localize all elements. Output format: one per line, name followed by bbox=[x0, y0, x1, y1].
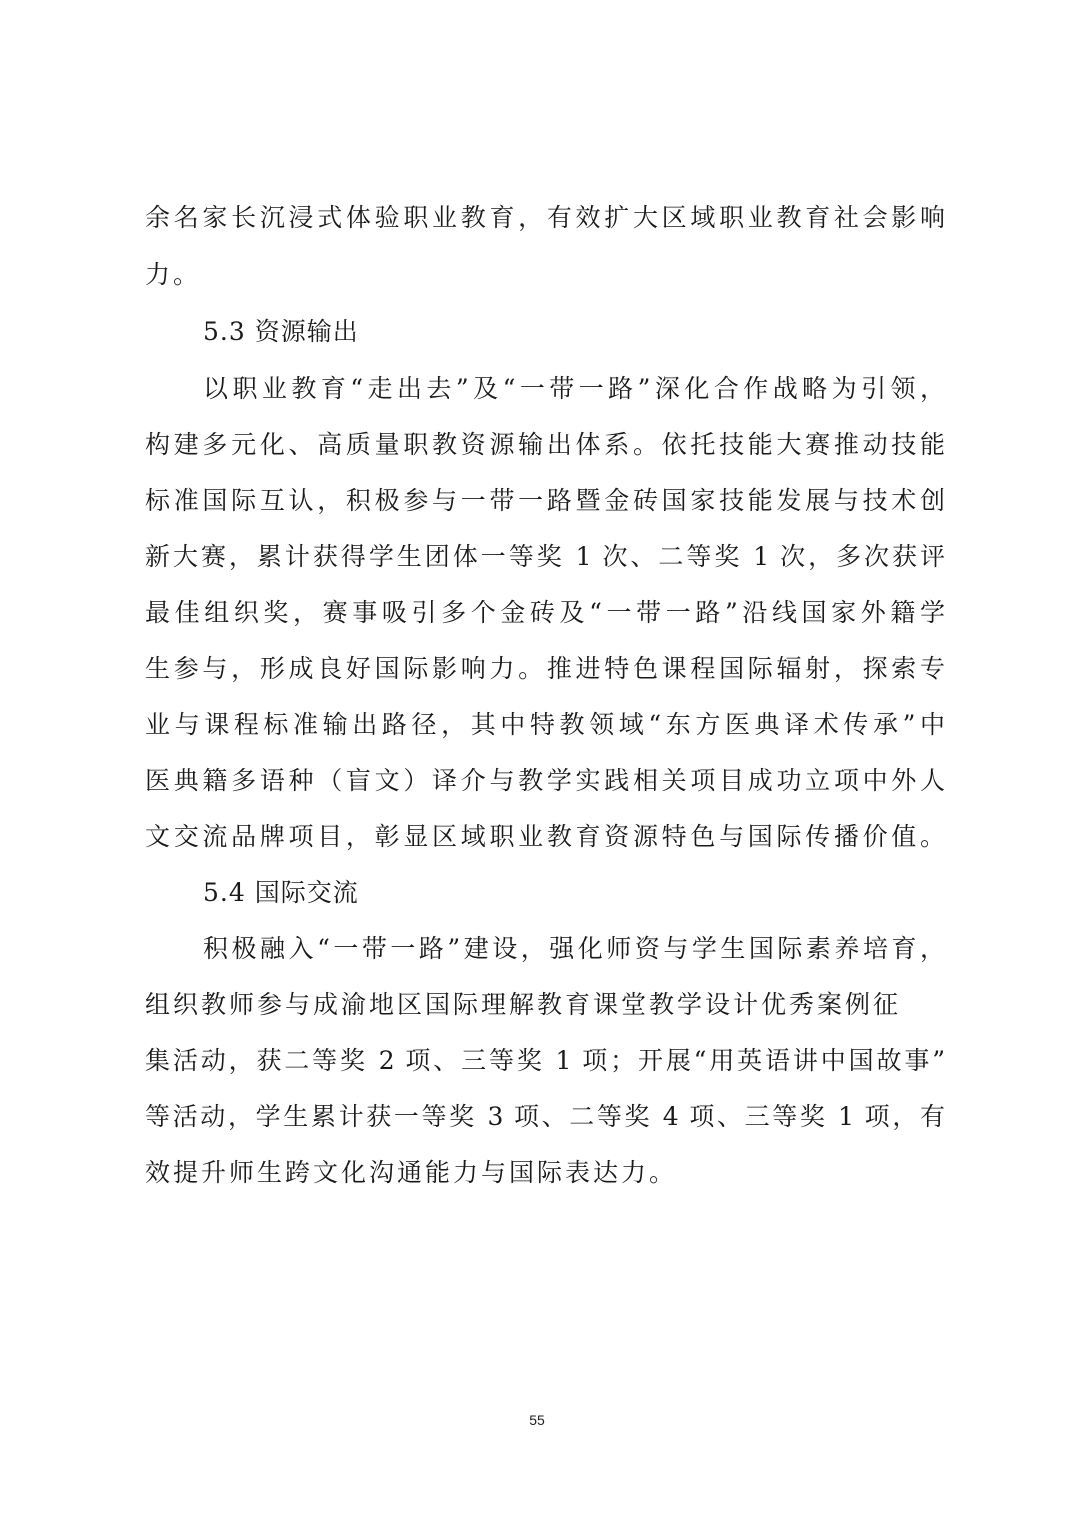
paragraph-line: 文交流品牌项目，彰显区域职业教育资源特色与国际传播价值。 bbox=[145, 822, 945, 851]
paragraph-line: 以职业教育“走出去”及“一带一路”深化合作战略为引领， bbox=[203, 374, 945, 403]
paragraph-line: 新大赛，累计获得学生团体一等奖 1 次、二等奖 1 次，多次获评 bbox=[145, 542, 945, 571]
paragraph-line: 业与课程标准输出路径，其中特教领域“东方医典译术传承”中 bbox=[145, 710, 945, 739]
paragraph-line: 生参与，形成良好国际影响力。推进特色课程国际辐射，探索专 bbox=[145, 654, 945, 683]
paragraph-line: 余名家长沉浸式体验职业教育，有效扩大区域职业教育社会影响 bbox=[145, 203, 945, 232]
section-heading: 5.4 国际交流 bbox=[203, 878, 359, 907]
paragraph-line: 组织教师参与成渝地区国际理解教育课堂教学设计优秀案例征 bbox=[145, 990, 902, 1019]
paragraph-line: 标准国际互认，积极参与一带一路暨金砖国家技能发展与技术创 bbox=[145, 486, 945, 515]
paragraph-line: 力。 bbox=[145, 260, 202, 289]
paragraph-line: 等活动，学生累计获一等奖 3 项、二等奖 4 项、三等奖 1 项，有 bbox=[145, 1102, 945, 1131]
paragraph-line: 效提升师生跨文化沟通能力与国际表达力。 bbox=[145, 1158, 678, 1187]
page-number: 55 bbox=[529, 1412, 545, 1428]
paragraph-line: 医典籍多语种（盲文）译介与教学实践相关项目成功立项中外人 bbox=[145, 766, 945, 795]
paragraph-line: 构建多元化、高质量职教资源输出体系。依托技能大赛推动技能 bbox=[145, 430, 945, 459]
paragraph-line: 积极融入“一带一路”建设，强化师资与学生国际素养培育， bbox=[203, 934, 945, 963]
paragraph-line: 集活动，获二等奖 2 项、三等奖 1 项；开展“用英语讲中国故事” bbox=[145, 1046, 945, 1075]
paragraph-line: 最佳组织奖，赛事吸引多个金砖及“一带一路”沿线国家外籍学 bbox=[145, 598, 945, 627]
section-heading: 5.3 资源输出 bbox=[203, 317, 359, 346]
